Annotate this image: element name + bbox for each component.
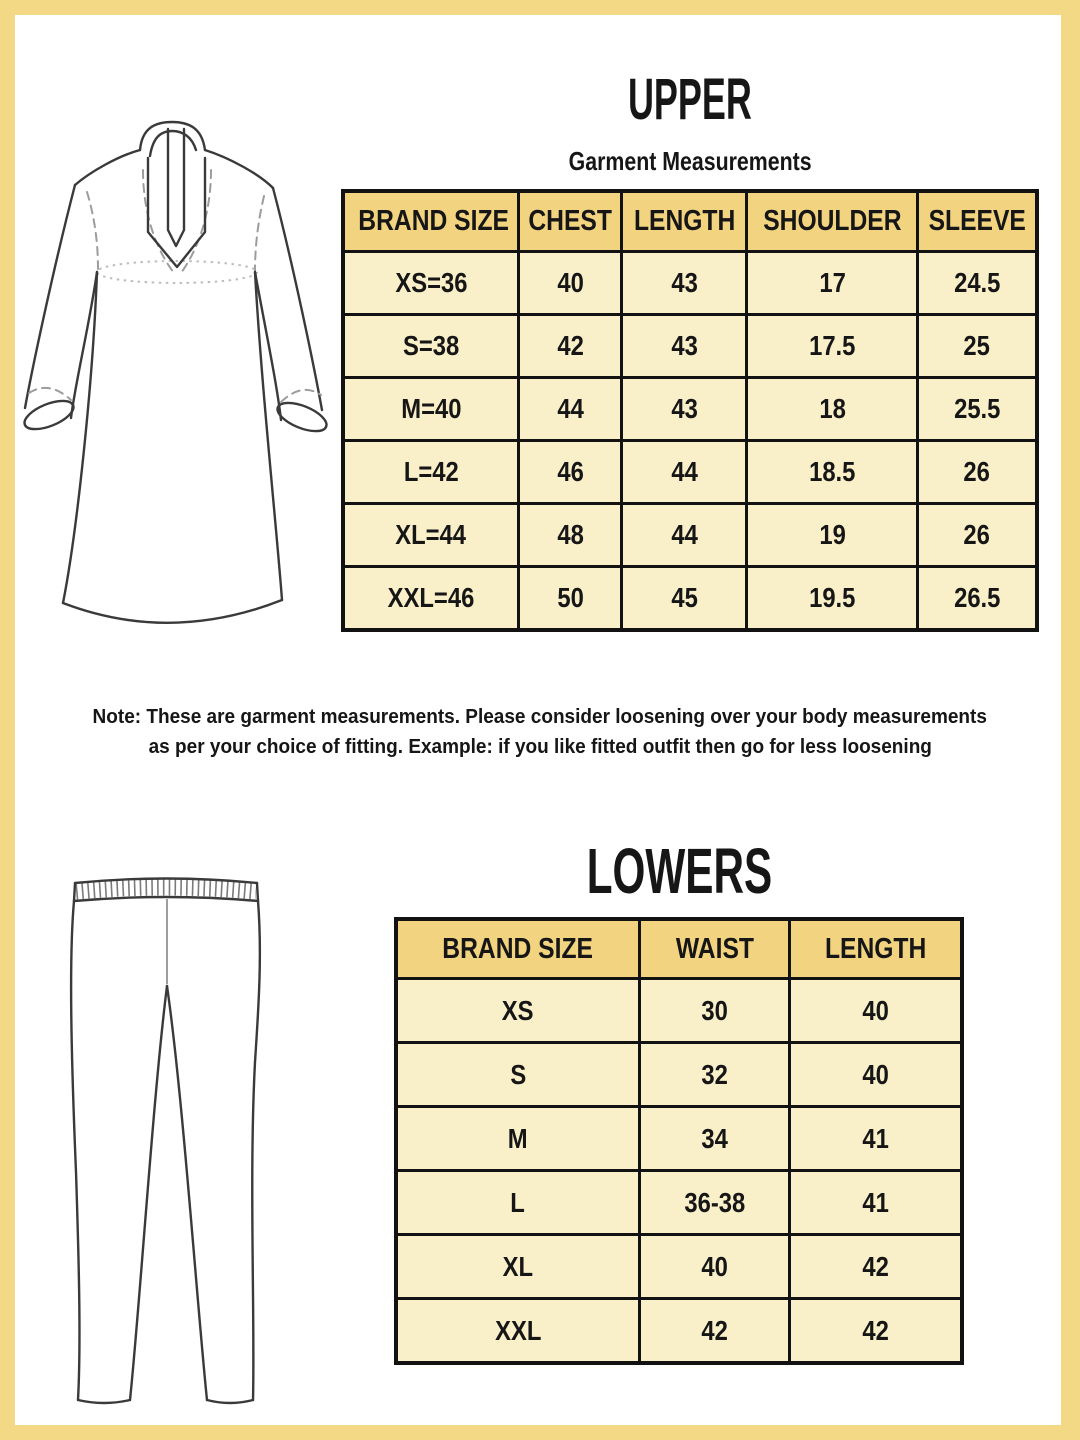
table-cell: 44: [622, 441, 747, 504]
table-cell: 19.5: [747, 567, 918, 631]
kurta-cuff-right-dash: [281, 390, 321, 402]
table-cell: 34: [639, 1107, 790, 1171]
table-row: [396, 1299, 962, 1364]
table-cell: 30: [639, 979, 790, 1043]
kurta-cuff-left-dash: [29, 388, 71, 400]
upper-section-subtitle: [341, 146, 1039, 177]
lowers-section-title: [394, 834, 964, 908]
table-cell: 42: [790, 1299, 962, 1364]
table-cell: 44: [519, 378, 622, 441]
kurta-sleeve-left-outer: [25, 185, 75, 408]
upper-col-chest: CHEST: [519, 191, 622, 252]
table-cell: 17: [747, 252, 918, 315]
table-cell: 25.5: [918, 378, 1037, 441]
table-row: [343, 252, 1037, 315]
lowers-table-header-row: [396, 919, 962, 979]
table-cell: 17.5: [747, 315, 918, 378]
table-cell: 40: [639, 1235, 790, 1299]
table-cell: 26: [918, 441, 1037, 504]
table-cell: 40: [519, 252, 622, 315]
lowers-col-waist: WAIST: [639, 919, 790, 979]
table-cell: XXL: [396, 1299, 639, 1364]
table-row: [396, 1235, 962, 1299]
lowers-col-brand-size: BRAND SIZE: [396, 919, 639, 979]
lowers-measurements-table: [394, 917, 964, 1365]
table-cell: M=40: [343, 378, 519, 441]
table-row: [396, 1043, 962, 1107]
leggings-waistband-side-right: [257, 883, 258, 901]
upper-title-text: UPPER: [628, 67, 752, 132]
table-row: [343, 378, 1037, 441]
table-cell: 44: [622, 504, 747, 567]
table-row: [396, 979, 962, 1043]
table-row: [343, 315, 1037, 378]
leggings-waistband-side-left: [74, 883, 75, 901]
table-cell: 18.5: [747, 441, 918, 504]
table-cell: 40: [790, 979, 962, 1043]
measurement-note: [40, 702, 1040, 763]
table-cell: L=42: [343, 441, 519, 504]
leggings-waistband-top: [75, 879, 257, 884]
table-cell: 46: [519, 441, 622, 504]
table-cell: 48: [519, 504, 622, 567]
table-row: [396, 1107, 962, 1171]
upper-col-sleeve: SLEEVE: [918, 191, 1037, 252]
table-cell: 50: [519, 567, 622, 631]
table-cell: XL=44: [343, 504, 519, 567]
table-cell: 26: [918, 504, 1037, 567]
table-cell: L: [396, 1171, 639, 1235]
table-cell: 36-38: [639, 1171, 790, 1235]
table-cell: XS: [396, 979, 639, 1043]
lowers-col-length: LENGTH: [790, 919, 962, 979]
note-line-1: Note: These are garment measurements. Please consider loosening over your body measurements: [92, 706, 988, 728]
table-cell: S=38: [343, 315, 519, 378]
table-cell: 32: [639, 1043, 790, 1107]
table-cell: M: [396, 1107, 639, 1171]
kurta-body-right: [255, 272, 282, 600]
table-row: [343, 441, 1037, 504]
leggings-waistband-bottom: [74, 897, 258, 901]
table-cell: 43: [622, 252, 747, 315]
table-cell: 26.5: [918, 567, 1037, 631]
kurta-hem: [63, 600, 282, 623]
table-row: [396, 1171, 962, 1235]
kurta-collar-inner: [150, 131, 196, 156]
table-row: [343, 504, 1037, 567]
upper-table-header-row: [343, 191, 1037, 252]
table-cell: XL: [396, 1235, 639, 1299]
table-row: [343, 567, 1037, 631]
upper-col-length: LENGTH: [622, 191, 747, 252]
leggings-hem-right: [207, 1400, 253, 1403]
table-cell: 18: [747, 378, 918, 441]
table-cell: XS=36: [343, 252, 519, 315]
kurta-sleeve-right-outer: [273, 188, 322, 410]
leggings-inner-right: [167, 986, 207, 1400]
leggings-waistband-ribs: [76, 887, 256, 891]
upper-subtitle-text: Garment Measurements: [568, 146, 812, 176]
kurta-placket-inner: [168, 129, 184, 246]
kurta-chest-guide: [97, 261, 257, 283]
upper-col-brand-size: BRAND SIZE: [343, 191, 519, 252]
table-cell: 19: [747, 504, 918, 567]
table-cell: 25: [918, 315, 1037, 378]
table-cell: 42: [639, 1299, 790, 1364]
kurta-shoulder-left: [75, 150, 140, 185]
kurta-placket-outer: [148, 158, 205, 267]
table-cell: 43: [622, 315, 747, 378]
table-cell: 42: [519, 315, 622, 378]
table-cell: 42: [790, 1235, 962, 1299]
leggings-inner-left: [130, 986, 167, 1400]
kurta-shoulder-right: [205, 150, 273, 188]
table-cell: S: [396, 1043, 639, 1107]
kurta-line-drawing: [15, 112, 335, 652]
note-line-2: as per your choice of fitting. Example: if you like fitted outfit then go for less loosening: [148, 736, 932, 759]
table-cell: 45: [622, 567, 747, 631]
table-cell: XXL=46: [343, 567, 519, 631]
table-cell: 41: [790, 1107, 962, 1171]
kurta-yoke-dash-left: [87, 192, 98, 270]
upper-col-shoulder: SHOULDER: [747, 191, 918, 252]
upper-section-title: [341, 66, 1039, 133]
leggings-outer-right: [252, 901, 260, 1400]
leggings-hem-left: [78, 1400, 130, 1403]
lowers-title-text: LOWERS: [586, 835, 772, 907]
leggings-line-drawing: [45, 872, 275, 1420]
table-cell: 43: [622, 378, 747, 441]
table-cell: 40: [790, 1043, 962, 1107]
leggings-outer-left: [71, 901, 79, 1400]
kurta-body-left: [63, 272, 97, 603]
kurta-cuff-left: [21, 395, 77, 435]
upper-measurements-table: [341, 189, 1039, 632]
table-cell: 24.5: [918, 252, 1037, 315]
table-cell: 41: [790, 1171, 962, 1235]
kurta-yoke-dash-right: [255, 196, 264, 272]
